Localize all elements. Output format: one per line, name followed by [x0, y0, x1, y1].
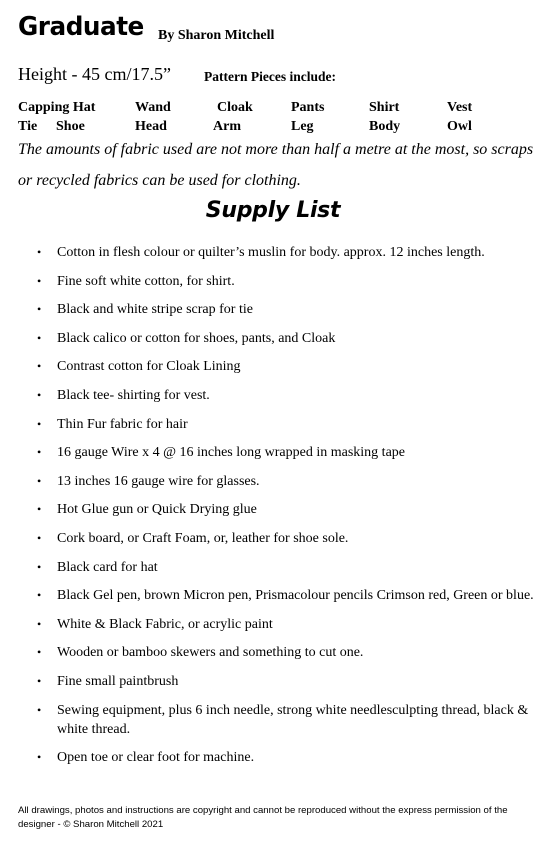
bullet-icon: • — [37, 245, 42, 259]
supply-item — [37, 748, 545, 767]
bullet-icon: • — [37, 530, 42, 545]
supply-item — [37, 243, 545, 262]
copyright-footer: All drawings, photos and instructions are copyright and cannot be reproduced without the express permission of the designer - © Sharon Mitchell 2021 — [18, 805, 508, 830]
bullet-icon: • — [37, 702, 42, 717]
supply-item — [37, 300, 545, 319]
pattern-piece-leg: Leg — [291, 119, 314, 134]
supply-item-text: Cotton in flesh colour or quilter’s muslin for body. approx. 12 inches length. — [57, 245, 485, 260]
supply-item — [37, 500, 545, 519]
pattern-piece-cloak: Cloak — [217, 100, 253, 115]
bullet-icon: • — [37, 273, 42, 288]
supply-item-text: Black Gel pen, brown Micron pen, Prismacolour pencils Crimson red, Green or blue. — [57, 588, 534, 604]
bullet-icon: • — [37, 588, 42, 603]
bullet-icon: • — [37, 559, 42, 574]
supply-list-heading: Supply List — [205, 198, 341, 223]
bullet-icon: • — [37, 330, 42, 345]
supply-item — [37, 386, 545, 405]
supply-item — [37, 472, 545, 491]
author-byline: By Sharon Mitchell — [158, 28, 275, 43]
pattern-piece-owl: Owl — [447, 119, 472, 134]
supply-item-text: Black tee- shirting for vest. — [57, 387, 210, 403]
supply-item-text: 16 gauge Wire x 4 @ 16 inches long wrapped in masking tape — [57, 445, 405, 461]
supply-item — [37, 415, 545, 434]
supply-item-text: Thin Fur fabric for hair — [57, 416, 188, 432]
fabric-amount-note: The amounts of fabric used are not more than half a metre at the most, so scraps or recycled fabrics can be used for clothing. — [18, 141, 534, 189]
supply-item-text: Wooden or bamboo skewers and something to cut one. — [57, 645, 364, 661]
bullet-icon: • — [37, 359, 42, 374]
pattern-piece-wand: Wand — [135, 100, 171, 115]
supply-item — [37, 443, 545, 462]
supply-item — [37, 672, 545, 691]
supply-item-text: Sewing equipment, plus 6 inch needle, strong white needlesculpting thread, black & white thread. — [57, 702, 529, 737]
pattern-piece-vest: Vest — [447, 100, 473, 115]
supply-item — [37, 329, 545, 348]
supply-item — [37, 558, 545, 577]
bullet-icon: • — [37, 616, 42, 631]
supply-item — [37, 615, 545, 634]
supply-list — [37, 243, 545, 777]
supply-item-text: 13 inches 16 gauge wire for glasses. — [57, 473, 260, 489]
supply-item — [37, 701, 545, 739]
bullet-icon: • — [37, 445, 42, 460]
supply-item-text: White & Black Fabric, or acrylic paint — [57, 616, 273, 632]
supply-item — [37, 272, 545, 291]
bullet-icon: • — [37, 673, 42, 688]
bullet-icon: • — [37, 302, 42, 317]
pattern-piece-pants: Pants — [291, 100, 325, 115]
pattern-pieces-label: Pattern Pieces include: — [204, 69, 336, 84]
supply-item — [37, 643, 545, 662]
pattern-piece-shoe: Shoe — [56, 119, 85, 134]
supply-item-text: Black card for hat — [57, 559, 158, 575]
supply-item — [37, 586, 545, 605]
supply-item-text: Contrast cotton for Cloak Lining — [57, 359, 241, 375]
pattern-piece-arm: Arm — [213, 119, 241, 134]
pattern-piece-head: Head — [135, 119, 167, 134]
supply-item-text: Hot Glue gun or Quick Drying glue — [57, 502, 257, 518]
supply-item-text: Cork board, or Craft Foam, or, leather for shoe sole. — [57, 530, 349, 546]
bullet-icon: • — [37, 473, 42, 488]
bullet-icon: • — [37, 416, 42, 431]
doll-height: Height - 45 cm/17.5” — [18, 64, 171, 84]
bullet-icon: • — [37, 387, 42, 402]
bullet-icon: • — [37, 645, 42, 660]
supply-item-text: Open toe or clear foot for machine. — [57, 750, 255, 766]
supply-item — [37, 529, 545, 548]
supply-item-text: Black calico or cotton for shoes, pants, and Cloak — [57, 330, 336, 346]
pattern-piece-tie: Tie — [18, 119, 38, 134]
pattern-piece-capping-hat: Capping Hat — [18, 100, 96, 115]
pattern-piece-body: Body — [369, 119, 401, 134]
supply-item-text: Black and white stripe scrap for tie — [57, 302, 253, 318]
supply-item-text: Fine small paintbrush — [57, 673, 179, 689]
pattern-piece-shirt: Shirt — [369, 100, 400, 115]
supply-item — [37, 357, 545, 376]
pattern-title: Graduate — [18, 12, 144, 42]
bullet-icon: • — [37, 502, 42, 517]
supply-item-text: Fine soft white cotton, for shirt. — [57, 273, 235, 289]
bullet-icon: • — [37, 750, 42, 765]
